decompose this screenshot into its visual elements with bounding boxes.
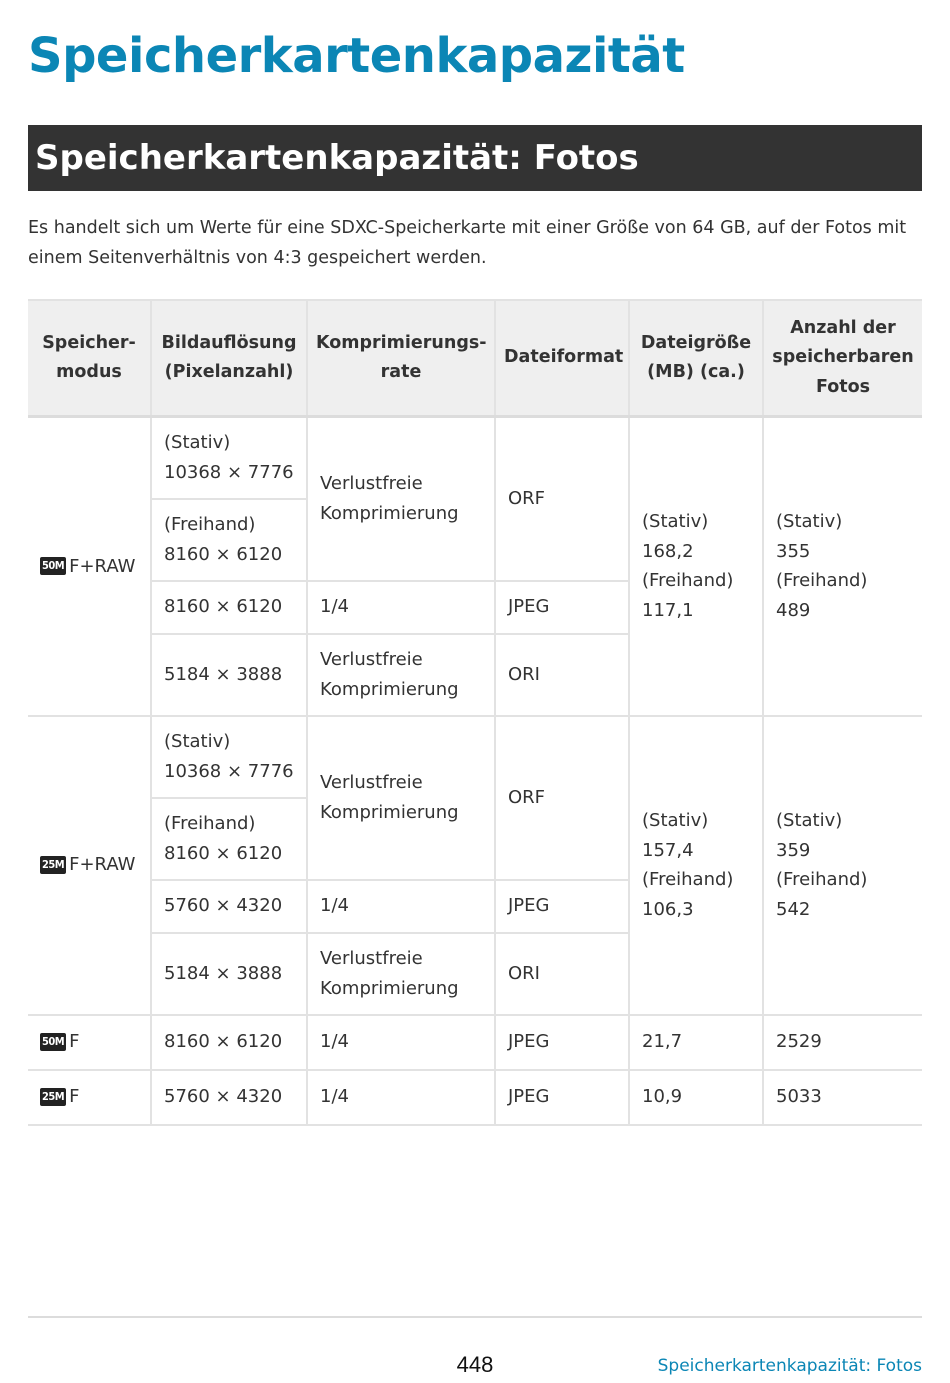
page-title: Speicherkartenkapazität (28, 28, 685, 84)
resolution-cell: (Freihand) 8160 × 6120 (151, 499, 307, 581)
capacity-table (28, 299, 922, 1126)
size-cell: (Stativ) 157,4 (Freihand) 106,3 (629, 716, 763, 1015)
mode-50m-icon: 50M (40, 557, 66, 575)
format-cell: JPEG (495, 581, 629, 634)
format-cell: JPEG (495, 1070, 629, 1125)
mode-cell: 25M F (28, 1070, 151, 1125)
header-format: Dateiformat (495, 300, 629, 417)
intro-paragraph: Es handelt sich um Werte für eine SDXC-Speicherkarte mit einer Größe von 64 GB, auf der Fotos mit einem Seitenverhältnis von 4:3 gespeichert werden. (28, 218, 907, 268)
count-cell: (Stativ) 355 (Freihand) 489 (763, 417, 922, 716)
table-row (28, 716, 922, 798)
compression-cell: 1/4 (307, 1015, 495, 1070)
resolution-cell: 5184 × 3888 (151, 634, 307, 716)
resolution-cell: 8160 × 6120 (151, 581, 307, 634)
footer-divider (28, 1316, 922, 1318)
format-cell: ORI (495, 933, 629, 1015)
table-header-row (28, 300, 922, 417)
mode-25m-icon: 25M (40, 856, 66, 874)
size-cell: 21,7 (629, 1015, 763, 1070)
mode-25m-icon: 25M (40, 1088, 66, 1106)
mode-cell: 50M F (28, 1015, 151, 1070)
format-cell: ORF (495, 716, 629, 880)
header-count: Anzahl der speicherbaren Fotos (763, 300, 922, 417)
size-cell: 10,9 (629, 1070, 763, 1125)
footer-section-link[interactable]: Speicherkartenkapazität: Fotos (657, 1356, 922, 1376)
compression-cell: 1/4 (307, 880, 495, 933)
section-title: Speicherkartenkapazität: Fotos (35, 138, 639, 178)
header-mode: Speicher- modus (28, 300, 151, 417)
compression-cell: 1/4 (307, 581, 495, 634)
format-cell: JPEG (495, 880, 629, 933)
compression-cell: Verlustfreie Komprimierung (307, 417, 495, 581)
header-size: Dateigröße (MB) (ca.) (629, 300, 763, 417)
resolution-cell: (Stativ) 10368 × 7776 (151, 417, 307, 499)
mode-cell: 25M F+RAW (28, 716, 151, 1015)
resolution-cell: 5760 × 4320 (151, 1070, 307, 1125)
compression-cell: 1/4 (307, 1070, 495, 1125)
format-cell: ORI (495, 634, 629, 716)
size-cell: (Stativ) 168,2 (Freihand) 117,1 (629, 417, 763, 716)
section-header (28, 125, 922, 191)
mode-50m-icon: 50M (40, 1033, 66, 1051)
resolution-cell: 8160 × 6120 (151, 1015, 307, 1070)
compression-cell: Verlustfreie Komprimierung (307, 933, 495, 1015)
compression-cell: Verlustfreie Komprimierung (307, 634, 495, 716)
count-cell: 5033 (763, 1070, 922, 1125)
resolution-cell: (Freihand) 8160 × 6120 (151, 798, 307, 880)
header-compression: Komprimierungs- rate (307, 300, 495, 417)
compression-cell: Verlustfreie Komprimierung (307, 716, 495, 880)
table-row (28, 1015, 922, 1070)
page-number: 448 (456, 1352, 494, 1377)
resolution-cell: 5760 × 4320 (151, 880, 307, 933)
count-cell: (Stativ) 359 (Freihand) 542 (763, 716, 922, 1015)
resolution-cell: (Stativ) 10368 × 7776 (151, 716, 307, 798)
count-cell: 2529 (763, 1015, 922, 1070)
table-row (28, 1070, 922, 1125)
resolution-cell: 5184 × 3888 (151, 933, 307, 1015)
header-resolution: Bildauflösung (Pixelanzahl) (151, 300, 307, 417)
format-cell: ORF (495, 417, 629, 581)
mode-cell: 50M F+RAW (28, 417, 151, 716)
format-cell: JPEG (495, 1015, 629, 1070)
table-row (28, 417, 922, 499)
